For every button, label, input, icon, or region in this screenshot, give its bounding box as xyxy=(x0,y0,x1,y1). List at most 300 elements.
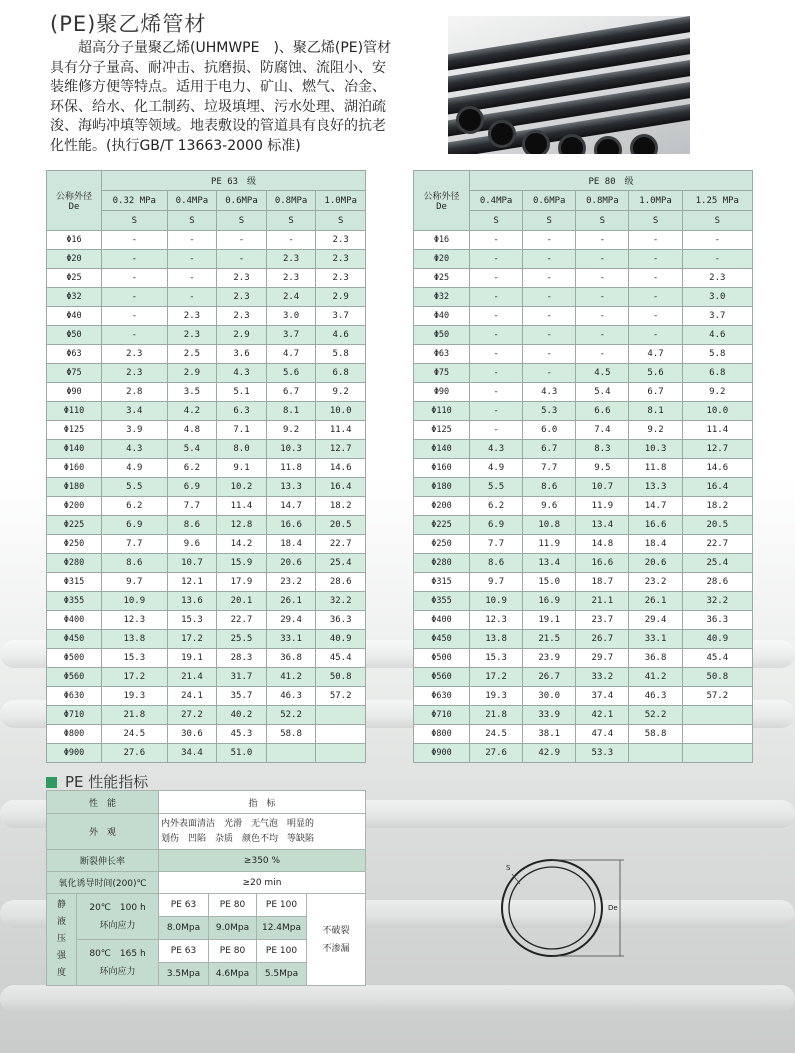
diameter-cell: Φ32 xyxy=(47,288,102,307)
thickness-cell: 13.4 xyxy=(576,516,629,535)
table-row xyxy=(414,611,753,630)
thickness-cell: 20.6 xyxy=(629,554,682,573)
table-row xyxy=(414,478,753,497)
thickness-cell: - xyxy=(682,231,752,250)
table-row xyxy=(47,459,366,478)
thickness-cell: 57.2 xyxy=(316,687,366,706)
thickness-cell: 12.1 xyxy=(167,573,217,592)
diameter-cell: Φ630 xyxy=(414,687,470,706)
wall-thickness-header: S xyxy=(629,211,682,231)
thickness-cell: 23.7 xyxy=(576,611,629,630)
wall-thickness-header: S xyxy=(682,211,752,231)
thickness-cell: 17.2 xyxy=(167,630,217,649)
thickness-cell: 2.3 xyxy=(316,250,366,269)
dn-header-unit: De xyxy=(436,202,447,212)
thickness-cell xyxy=(316,706,366,725)
hydrostatic-char: 静 xyxy=(56,900,66,910)
diameter-cell: Φ355 xyxy=(414,592,470,611)
thickness-cell: - xyxy=(470,231,523,250)
thickness-cell: - xyxy=(167,250,217,269)
thickness-cell: 2.3 xyxy=(217,307,267,326)
thickness-cell: 16.6 xyxy=(576,554,629,573)
thickness-cell: 4.6 xyxy=(682,326,752,345)
thickness-cell: - xyxy=(629,326,682,345)
thickness-cell: 5.8 xyxy=(682,345,752,364)
thickness-cell: 10.9 xyxy=(470,592,523,611)
thickness-cell: 27.6 xyxy=(470,744,523,763)
thickness-cell: 9.6 xyxy=(167,535,217,554)
thickness-cell: 27.6 xyxy=(102,744,168,763)
thickness-cell: 36.8 xyxy=(266,649,316,668)
diameter-cell: Φ63 xyxy=(414,345,470,364)
table-row xyxy=(414,516,753,535)
wall-thickness-header: S xyxy=(266,211,316,231)
thickness-cell: 15.9 xyxy=(217,554,267,573)
grade-cell: PE 100 xyxy=(257,940,307,963)
thickness-cell: 8.6 xyxy=(523,478,576,497)
diameter-cell: Φ20 xyxy=(47,250,102,269)
diameter-cell: Φ560 xyxy=(47,668,102,687)
thickness-cell: - xyxy=(682,250,752,269)
pipe-cross-section-diagram xyxy=(496,856,636,966)
thickness-cell: - xyxy=(470,383,523,402)
thickness-cell: 3.6 xyxy=(217,345,267,364)
thickness-cell: 14.6 xyxy=(682,459,752,478)
thickness-cell: - xyxy=(523,231,576,250)
table-row xyxy=(414,573,753,592)
thickness-cell: - xyxy=(523,307,576,326)
thickness-cell: 11.4 xyxy=(217,497,267,516)
thickness-cell: 10.9 xyxy=(102,592,168,611)
thickness-cell: 10.2 xyxy=(217,478,267,497)
hydrostatic-label xyxy=(47,894,77,986)
thickness-cell: - xyxy=(167,231,217,250)
thickness-cell: 14.6 xyxy=(316,459,366,478)
table-row xyxy=(47,725,366,744)
table-row xyxy=(47,364,366,383)
table-row xyxy=(414,554,753,573)
table-row xyxy=(414,250,753,269)
thickness-cell: 58.8 xyxy=(266,725,316,744)
table-row xyxy=(47,421,366,440)
thickness-cell: 6.0 xyxy=(523,421,576,440)
diameter-cell: Φ800 xyxy=(414,725,470,744)
thickness-cell: - xyxy=(523,345,576,364)
thickness-cell: 4.6 xyxy=(316,326,366,345)
pressure-header: 0.8MPa xyxy=(576,191,629,211)
stress-cell: 8.0Mpa xyxy=(159,917,209,940)
table-row xyxy=(47,345,366,364)
appearance-label: 外 观 xyxy=(47,814,159,850)
thickness-cell: 10.0 xyxy=(682,402,752,421)
thickness-cell: 5.5 xyxy=(470,478,523,497)
thickness-cell: 57.2 xyxy=(682,687,752,706)
oit-value: ≥20 min xyxy=(159,872,366,894)
thickness-cell: - xyxy=(470,307,523,326)
thickness-cell: 6.8 xyxy=(316,364,366,383)
thickness-cell: 40.2 xyxy=(217,706,267,725)
thickness-cell: 17.2 xyxy=(102,668,168,687)
wall-thickness-header: S xyxy=(316,211,366,231)
thickness-cell: 22.7 xyxy=(316,535,366,554)
pressure-header: 0.6MPa xyxy=(523,191,576,211)
thickness-cell: 19.3 xyxy=(470,687,523,706)
diameter-cell: Φ25 xyxy=(414,269,470,288)
thickness-cell: 18.7 xyxy=(576,573,629,592)
table-row xyxy=(47,307,366,326)
table-row xyxy=(414,630,753,649)
thickness-cell: 2.9 xyxy=(167,364,217,383)
thickness-cell: 4.9 xyxy=(470,459,523,478)
table-row xyxy=(47,497,366,516)
thickness-cell: 45.3 xyxy=(217,725,267,744)
thickness-cell: 28.3 xyxy=(217,649,267,668)
diameter-cell: Φ140 xyxy=(414,440,470,459)
thickness-cell: 32.2 xyxy=(316,592,366,611)
thickness-cell: 2.3 xyxy=(102,345,168,364)
diameter-cell: Φ75 xyxy=(414,364,470,383)
thickness-cell: - xyxy=(576,231,629,250)
thickness-cell: 34.4 xyxy=(167,744,217,763)
oit-label: 氧化诱导时间(200)℃ xyxy=(47,872,159,894)
diameter-cell: Φ125 xyxy=(47,421,102,440)
thickness-cell: 6.2 xyxy=(470,497,523,516)
hydrostatic-char: 强 xyxy=(56,951,66,961)
thickness-cell: 16.4 xyxy=(682,478,752,497)
thickness-cell: - xyxy=(523,250,576,269)
grade-cell: PE 63 xyxy=(159,940,209,963)
table-row xyxy=(414,706,753,725)
thickness-cell xyxy=(629,744,682,763)
thickness-cell: 16.9 xyxy=(523,592,576,611)
hydrostatic-char: 液 xyxy=(56,917,66,927)
table-row xyxy=(47,440,366,459)
table-row xyxy=(47,478,366,497)
thickness-cell: 12.3 xyxy=(470,611,523,630)
thickness-cell: 4.2 xyxy=(167,402,217,421)
thickness-cell: 2.5 xyxy=(167,345,217,364)
diameter-cell: Φ315 xyxy=(47,573,102,592)
thickness-cell: - xyxy=(576,288,629,307)
thickness-cell: 8.6 xyxy=(167,516,217,535)
thickness-cell: 12.3 xyxy=(102,611,168,630)
thickness-cell: 2.3 xyxy=(167,307,217,326)
diameter-cell: Φ200 xyxy=(414,497,470,516)
thickness-cell: 2.9 xyxy=(316,288,366,307)
thickness-cell: 50.8 xyxy=(682,668,752,687)
diameter-cell: Φ125 xyxy=(414,421,470,440)
table-row xyxy=(414,649,753,668)
page-title: (PE)聚乙烯管材 xyxy=(50,12,207,36)
thickness-cell: 4.5 xyxy=(576,364,629,383)
thickness-cell: 22.7 xyxy=(217,611,267,630)
thickness-cell: 36.8 xyxy=(629,649,682,668)
diameter-cell: Φ560 xyxy=(414,668,470,687)
dn-header-label: 公称外径 xyxy=(423,192,460,202)
table-row xyxy=(414,364,753,383)
thickness-cell: - xyxy=(470,364,523,383)
diameter-cell: Φ280 xyxy=(47,554,102,573)
thickness-cell: - xyxy=(470,288,523,307)
pressure-header: 1.0MPa xyxy=(629,191,682,211)
thickness-cell: 8.6 xyxy=(102,554,168,573)
thickness-cell: 6.7 xyxy=(523,440,576,459)
thickness-cell: 3.7 xyxy=(266,326,316,345)
thickness-cell: 4.7 xyxy=(266,345,316,364)
condition-text: 20℃ 100 h xyxy=(89,902,146,913)
diameter-cell: Φ800 xyxy=(47,725,102,744)
thickness-cell: 11.8 xyxy=(266,459,316,478)
thickness-cell: 8.6 xyxy=(470,554,523,573)
thickness-cell: 21.4 xyxy=(167,668,217,687)
diameter-cell: Φ16 xyxy=(47,231,102,250)
table-row xyxy=(414,288,753,307)
heading-marker-icon xyxy=(46,777,57,788)
thickness-cell: 17.9 xyxy=(217,573,267,592)
wall-thickness-header: S xyxy=(102,211,168,231)
thickness-cell: 10.7 xyxy=(167,554,217,573)
elongation-label: 断裂伸长率 xyxy=(47,850,159,872)
thickness-cell: 28.6 xyxy=(316,573,366,592)
pe63-table xyxy=(46,170,366,763)
thickness-cell: 20.5 xyxy=(316,516,366,535)
thickness-cell: 6.3 xyxy=(217,402,267,421)
hydrostatic-char: 压 xyxy=(56,934,66,944)
table-row xyxy=(47,649,366,668)
thickness-cell xyxy=(266,744,316,763)
thickness-cell: 29.4 xyxy=(629,611,682,630)
diameter-cell: Φ180 xyxy=(47,478,102,497)
dn-header-label: 公称外径 xyxy=(55,192,92,202)
thickness-cell: 51.0 xyxy=(217,744,267,763)
thickness-cell: 50.8 xyxy=(316,668,366,687)
thickness-cell: 11.4 xyxy=(316,421,366,440)
thickness-cell: 9.7 xyxy=(102,573,168,592)
thickness-cell: 7.7 xyxy=(523,459,576,478)
thickness-cell: 36.3 xyxy=(682,611,752,630)
thickness-cell: - xyxy=(576,326,629,345)
thickness-cell: 6.7 xyxy=(629,383,682,402)
thickness-cell: 2.9 xyxy=(217,326,267,345)
thickness-cell xyxy=(316,725,366,744)
dn-header xyxy=(414,171,470,231)
thickness-cell: - xyxy=(217,250,267,269)
diameter-cell: Φ50 xyxy=(47,326,102,345)
diameter-cell: Φ500 xyxy=(47,649,102,668)
thickness-cell: - xyxy=(523,364,576,383)
thickness-cell: 6.8 xyxy=(682,364,752,383)
stress-cell: 4.6Mpa xyxy=(209,963,257,986)
result-text: 不渗漏 xyxy=(322,943,350,954)
thickness-cell: 4.3 xyxy=(217,364,267,383)
thickness-cell: 2.3 xyxy=(217,269,267,288)
grade-cell: PE 80 xyxy=(209,940,257,963)
thickness-cell: 6.6 xyxy=(576,402,629,421)
thickness-cell: 38.1 xyxy=(523,725,576,744)
table-row xyxy=(414,345,753,364)
diameter-cell: Φ630 xyxy=(47,687,102,706)
performance-table xyxy=(46,790,366,986)
thickness-cell: 15.3 xyxy=(102,649,168,668)
thickness-cell: 8.1 xyxy=(266,402,316,421)
thickness-cell: 8.0 xyxy=(217,440,267,459)
performance-heading xyxy=(46,771,148,792)
thickness-cell: 24.1 xyxy=(167,687,217,706)
thickness-cell: 27.2 xyxy=(167,706,217,725)
de-label: De xyxy=(608,904,618,912)
thickness-cell: 30.6 xyxy=(167,725,217,744)
diameter-cell: Φ20 xyxy=(414,250,470,269)
thickness-cell: 29.7 xyxy=(576,649,629,668)
thickness-cell: 10.7 xyxy=(576,478,629,497)
s-label: S xyxy=(506,864,511,872)
thickness-cell: - xyxy=(629,231,682,250)
table-row xyxy=(414,725,753,744)
thickness-cell: 40.9 xyxy=(316,630,366,649)
thickness-cell: - xyxy=(167,288,217,307)
thickness-cell: 13.4 xyxy=(523,554,576,573)
table-row xyxy=(414,459,753,478)
stress-cell: 5.5Mpa xyxy=(257,963,307,986)
condition-20c xyxy=(77,894,159,940)
thickness-cell: 40.9 xyxy=(682,630,752,649)
thickness-cell: 36.3 xyxy=(316,611,366,630)
thickness-cell: 5.3 xyxy=(523,402,576,421)
thickness-cell: 4.7 xyxy=(629,345,682,364)
thickness-cell: - xyxy=(576,269,629,288)
diameter-cell: Φ400 xyxy=(414,611,470,630)
thickness-cell: 33.1 xyxy=(266,630,316,649)
pressure-header: 0.4MPa xyxy=(470,191,523,211)
thickness-cell: - xyxy=(470,421,523,440)
pressure-header: 1.0MPa xyxy=(316,191,366,211)
thickness-cell: - xyxy=(470,326,523,345)
table-row xyxy=(414,687,753,706)
thickness-cell xyxy=(316,744,366,763)
thickness-cell: 6.9 xyxy=(470,516,523,535)
thickness-cell: 53.3 xyxy=(576,744,629,763)
thickness-cell: 5.6 xyxy=(266,364,316,383)
thickness-cell: 3.0 xyxy=(682,288,752,307)
thickness-cell: 8.3 xyxy=(576,440,629,459)
diameter-cell: Φ75 xyxy=(47,364,102,383)
result-text: 不破裂 xyxy=(322,925,350,936)
thickness-cell: 10.8 xyxy=(523,516,576,535)
thickness-cell: 26.7 xyxy=(523,668,576,687)
table-row xyxy=(414,231,753,250)
thickness-cell: 2.3 xyxy=(167,326,217,345)
diameter-cell: Φ160 xyxy=(47,459,102,478)
condition-text: 80℃ 165 h xyxy=(89,948,146,959)
diameter-cell: Φ315 xyxy=(414,573,470,592)
condition-80c xyxy=(77,940,159,986)
thickness-cell: - xyxy=(470,345,523,364)
thickness-cell: 13.3 xyxy=(266,478,316,497)
thickness-cell: 3.0 xyxy=(266,307,316,326)
diameter-cell: Φ110 xyxy=(47,402,102,421)
thickness-cell: - xyxy=(102,307,168,326)
table-row xyxy=(47,269,366,288)
thickness-cell: - xyxy=(102,326,168,345)
diameter-cell: Φ250 xyxy=(47,535,102,554)
thickness-cell: 5.8 xyxy=(316,345,366,364)
thickness-cell: 11.9 xyxy=(576,497,629,516)
table-row xyxy=(47,687,366,706)
thickness-cell: 4.9 xyxy=(102,459,168,478)
thickness-cell: - xyxy=(470,250,523,269)
thickness-cell: 5.1 xyxy=(217,383,267,402)
thickness-cell: 5.4 xyxy=(576,383,629,402)
thickness-cell: 20.6 xyxy=(266,554,316,573)
thickness-cell: 28.6 xyxy=(682,573,752,592)
thickness-cell: 18.4 xyxy=(629,535,682,554)
wall-thickness-header: S xyxy=(576,211,629,231)
thickness-cell: 16.6 xyxy=(266,516,316,535)
thickness-cell: 2.3 xyxy=(217,288,267,307)
thickness-cell: 25.5 xyxy=(217,630,267,649)
thickness-cell: 47.4 xyxy=(576,725,629,744)
diameter-cell: Φ140 xyxy=(47,440,102,459)
thickness-cell: 2.3 xyxy=(102,364,168,383)
stress-cell: 9.0Mpa xyxy=(209,917,257,940)
thickness-cell: 13.3 xyxy=(629,478,682,497)
table-row xyxy=(47,592,366,611)
thickness-cell: 23.2 xyxy=(266,573,316,592)
thickness-cell: 12.7 xyxy=(682,440,752,459)
thickness-cell: 15.3 xyxy=(167,611,217,630)
thickness-cell: 11.8 xyxy=(629,459,682,478)
table-row xyxy=(414,535,753,554)
thickness-cell: 33.1 xyxy=(629,630,682,649)
thickness-cell: 3.4 xyxy=(102,402,168,421)
thickness-cell: 6.9 xyxy=(167,478,217,497)
thickness-cell: 2.3 xyxy=(266,250,316,269)
thickness-cell: 7.4 xyxy=(576,421,629,440)
thickness-cell: 2.4 xyxy=(266,288,316,307)
thickness-cell xyxy=(682,744,752,763)
thickness-cell: 18.2 xyxy=(316,497,366,516)
table-row xyxy=(47,554,366,573)
thickness-cell: - xyxy=(167,269,217,288)
thickness-cell: 2.3 xyxy=(682,269,752,288)
table-row xyxy=(47,288,366,307)
thickness-cell: 25.4 xyxy=(682,554,752,573)
thickness-cell: 5.6 xyxy=(629,364,682,383)
thickness-cell: - xyxy=(523,288,576,307)
diameter-cell: Φ280 xyxy=(414,554,470,573)
diameter-cell: Φ90 xyxy=(414,383,470,402)
thickness-cell xyxy=(682,706,752,725)
table-row xyxy=(47,535,366,554)
thickness-cell: 9.6 xyxy=(523,497,576,516)
thickness-cell: - xyxy=(102,231,168,250)
diameter-cell: Φ710 xyxy=(47,706,102,725)
elongation-value: ≥350 % xyxy=(159,850,366,872)
thickness-cell: 15.0 xyxy=(523,573,576,592)
thickness-cell: 35.7 xyxy=(217,687,267,706)
thickness-cell: 12.7 xyxy=(316,440,366,459)
appearance-value-line: 内外表面清洁 光滑 无气泡 明显的 xyxy=(161,818,315,829)
diameter-cell: Φ40 xyxy=(47,307,102,326)
performance-heading-text: PE 性能指标 xyxy=(65,773,149,791)
thickness-cell: - xyxy=(576,307,629,326)
diameter-cell: Φ500 xyxy=(414,649,470,668)
condition-text: 环向应力 xyxy=(99,966,136,977)
pipe-photo xyxy=(448,16,690,154)
thickness-cell: 9.2 xyxy=(629,421,682,440)
table-row xyxy=(47,630,366,649)
thickness-cell: 37.4 xyxy=(576,687,629,706)
